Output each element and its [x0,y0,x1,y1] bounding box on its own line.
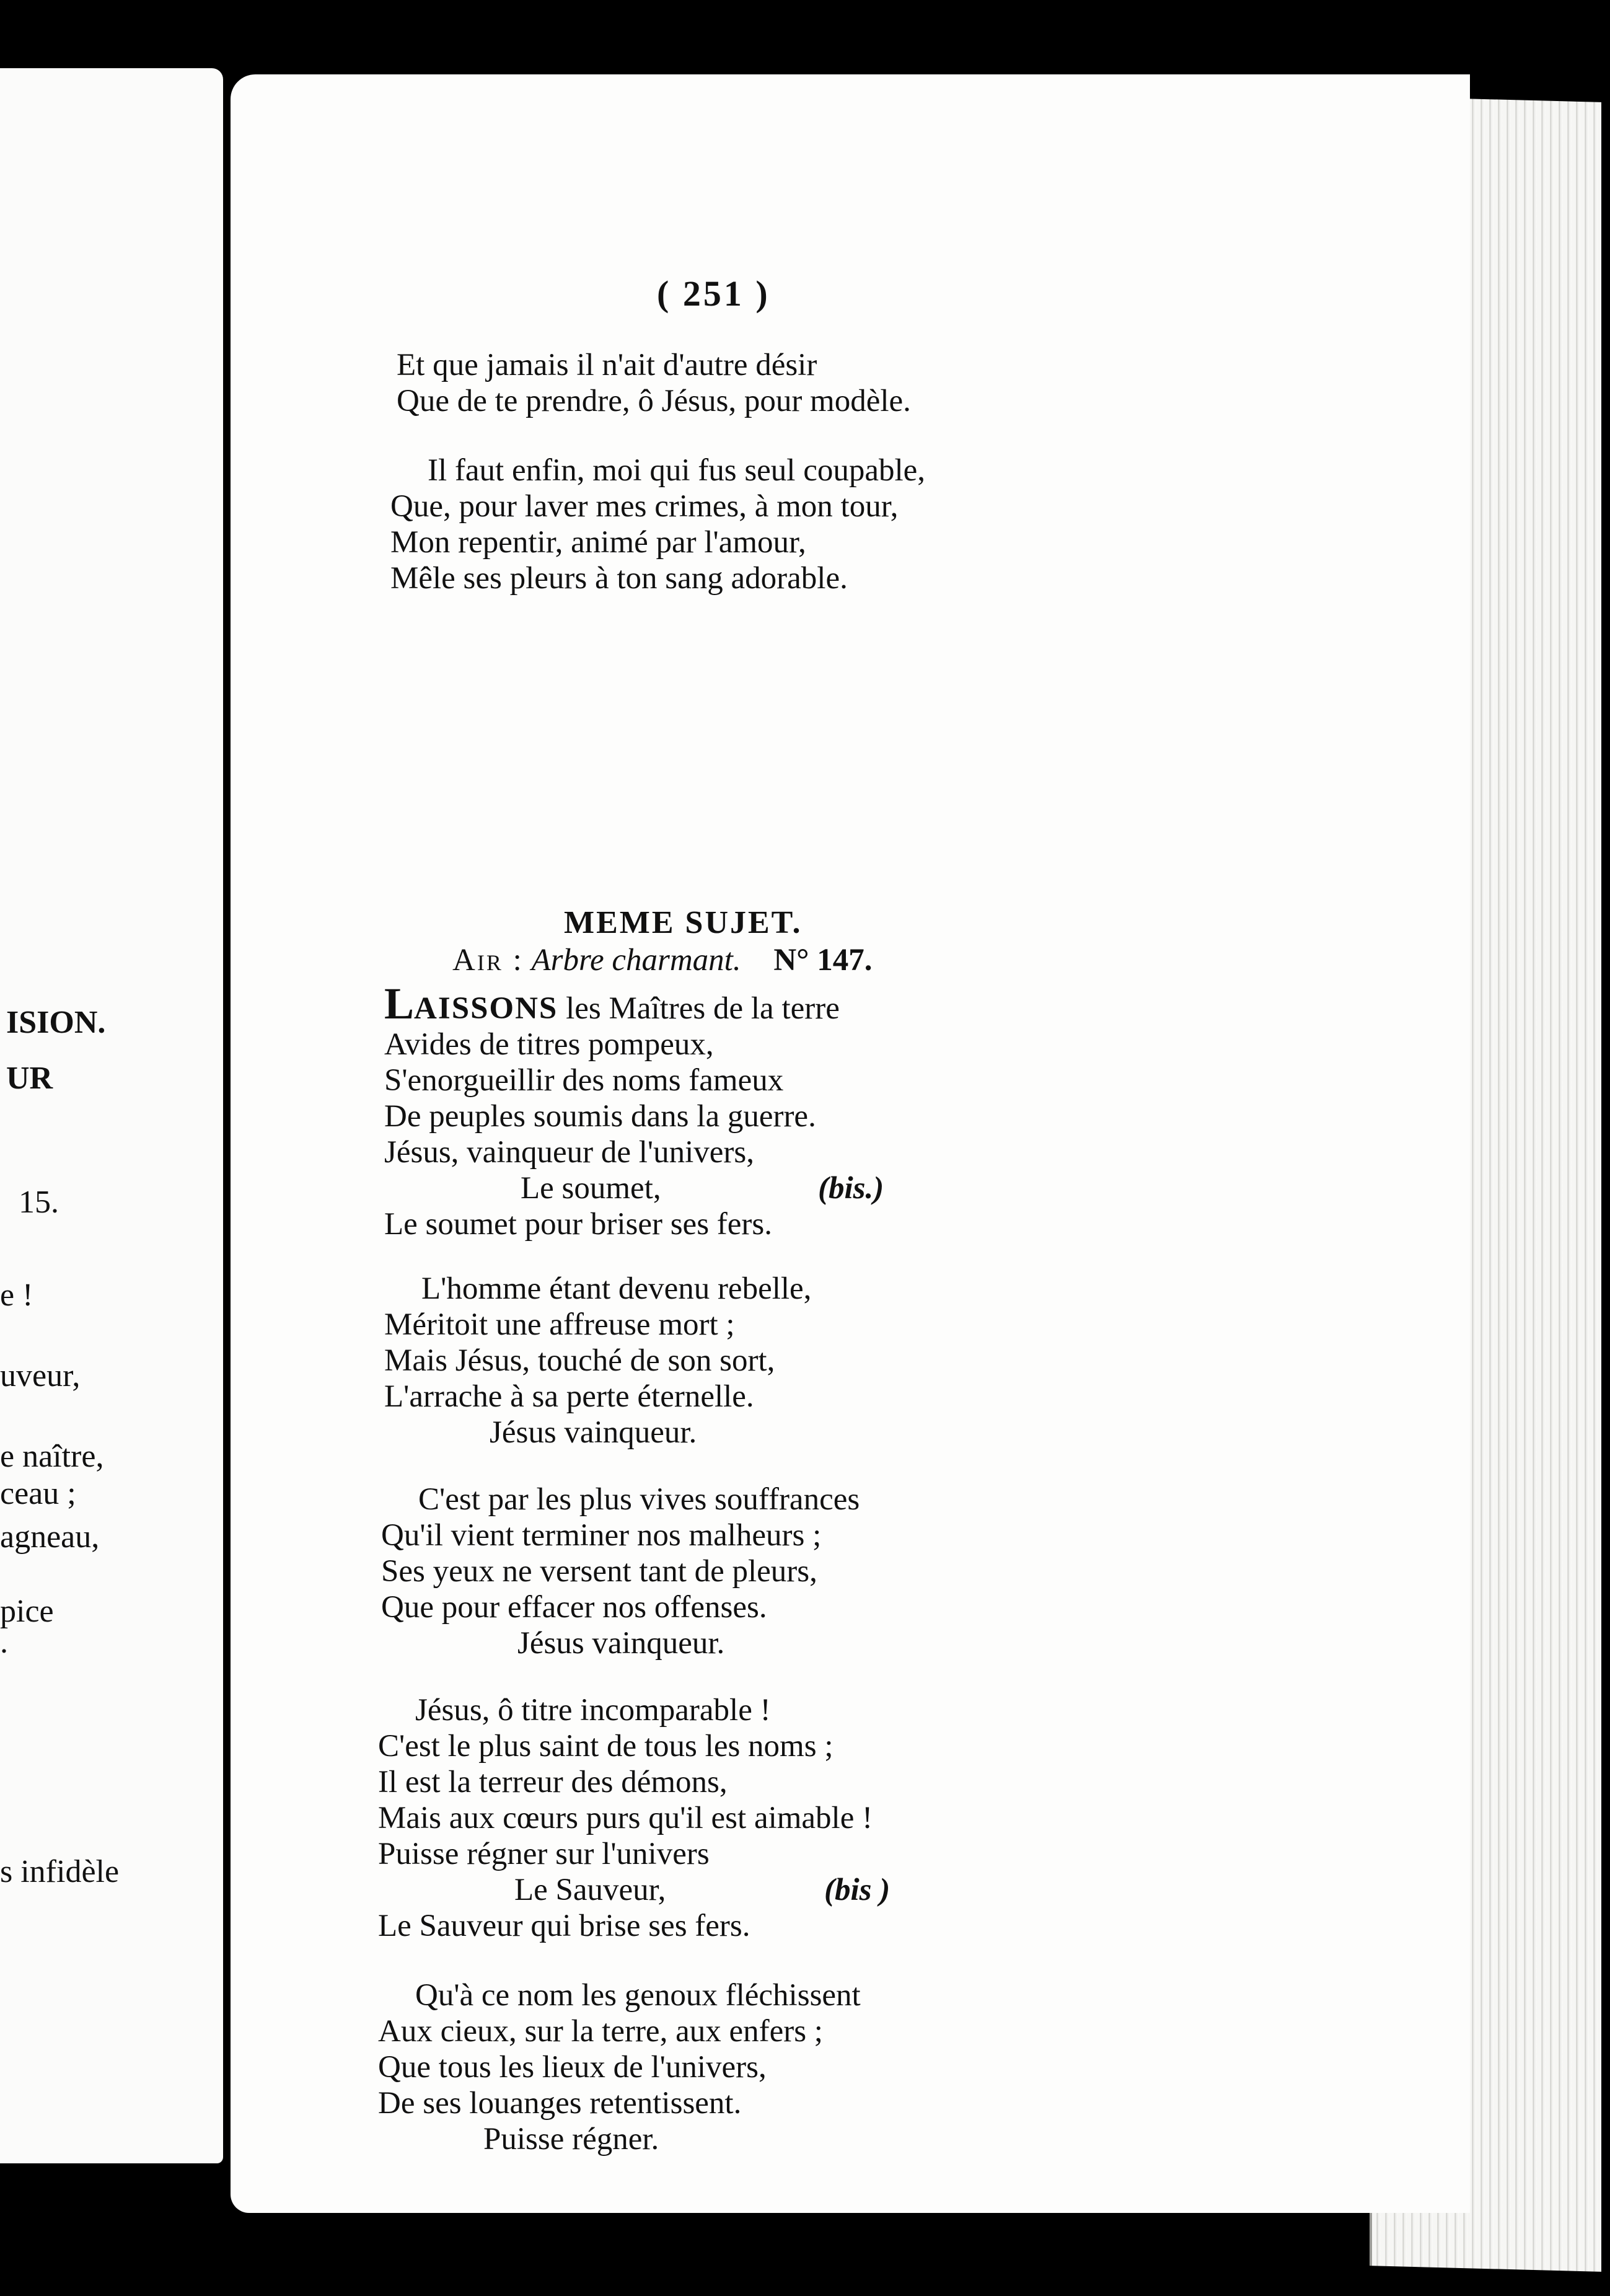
opening-line [384,979,1004,1028]
verse-line: Jésus, vainqueur de l'univers, [384,1135,754,1170]
left-fragment: agneau, [0,1519,100,1555]
refrain-text: Le soumet, [521,1171,661,1206]
hymn-verse-1 [384,979,1004,1242]
verse-line: Que de te prendre, ô Jésus, pour modèle. [397,384,911,418]
refrain-line: Puisse régner. [483,2122,659,2157]
verse-line: C'est le plus saint de tous les noms ; [378,1729,834,1764]
left-fragment: e ! [0,1278,33,1313]
left-fragment: pice [0,1594,54,1629]
verse-line: L'arrache à sa perte éternelle. [384,1379,754,1414]
verse-line: Et que jamais il n'ait d'autre désir [397,348,817,382]
hymn-verse-5 [378,1977,998,2157]
left-fragment: ceau ; [0,1476,76,1511]
left-fragment: ISION. [6,1005,106,1040]
hymn-verse-2 [384,1271,1004,1450]
verse-line: Le Sauveur qui brise ses fers. [378,1909,750,1943]
verse-line: Puisse régner sur l'univers [378,1837,710,1871]
refrain-line [384,1170,1004,1206]
verse-line: Que, pour laver mes crimes, à mon tour, [390,489,899,524]
bis-marker: (bis.) [818,1171,884,1206]
drop-cap: L [384,979,415,1028]
verse-line: Qu'à ce nom les genoux fléchissent [415,1978,861,2013]
opening-rest: les Maîtres de la terre [558,991,840,1026]
verse-line: De ses louanges retentissent. [378,2086,742,2121]
verse-line: Le soumet pour briser ses fers. [384,1207,772,1242]
refrain-line: Jésus vainqueur. [517,1626,725,1661]
verse-line: Il est la terreur des démons, [378,1765,728,1799]
verse-line: Qu'il vient terminer nos malheurs ; [381,1518,822,1553]
left-fragment: 15. [19,1185,59,1220]
verse-line: Avides de titres pompeux, [384,1027,714,1062]
air-label: Air : [452,943,524,978]
air-line [452,942,873,978]
hymn-verse-4 [378,1692,998,1944]
verse-line: Mais aux cœurs purs qu'il est aimable ! [378,1801,873,1835]
verse-line: Mêle ses pleurs à ton sang adorable. [390,561,848,596]
verse-line: S'enorgueillir des noms fameux [384,1063,784,1098]
verse-line: Mon repentir, animé par l'amour, [390,525,806,560]
verse-line: C'est par les plus vives souffrances [418,1482,860,1517]
stanza-1 [390,453,1010,596]
verse-line: Que tous les lieux de l'univers, [378,2050,767,2085]
verse-line: Que pour effacer nos offenses. [381,1590,767,1625]
refrain-line: Jésus vainqueur. [490,1415,697,1450]
verse-line: Jésus, ô titre incomparable ! [415,1693,771,1728]
left-fragment: uveur, [0,1358,81,1393]
air-number: N° 147. [773,943,873,978]
left-page [0,68,223,2163]
bis-marker: (bis ) [824,1873,891,1907]
left-fragment: e naître, [0,1439,104,1474]
hymn-verse-3 [381,1481,1001,1661]
refrain-line [378,1872,998,1908]
verse-line: L'homme étant devenu rebelle, [421,1271,812,1306]
left-fragment: s infidèle [0,1854,120,1889]
opening-caps: AISSONS [414,991,558,1026]
left-fragment: UR [6,1061,53,1096]
verse-line: Méritoit une affreuse mort ; [384,1307,735,1342]
verse-line: Aux cieux, sur la terre, aux enfers ; [378,2014,823,2049]
top-stanza [397,347,1016,419]
page-number: ( 251 ) [657,273,770,314]
air-name: Arbre charmant. [531,943,741,978]
verse-line: De peuples soumis dans la guerre. [384,1099,816,1134]
verse-line: Mais Jésus, touché de son sort, [384,1343,775,1378]
section-title: MEME SUJET. [564,905,803,940]
verse-line: Il faut enfin, moi qui fus seul coupable, [428,453,926,488]
refrain-text: Le Sauveur, [514,1873,666,1907]
left-fragment: . [0,1625,8,1660]
verse-line: Ses yeux ne versent tant de pleurs, [381,1554,817,1589]
